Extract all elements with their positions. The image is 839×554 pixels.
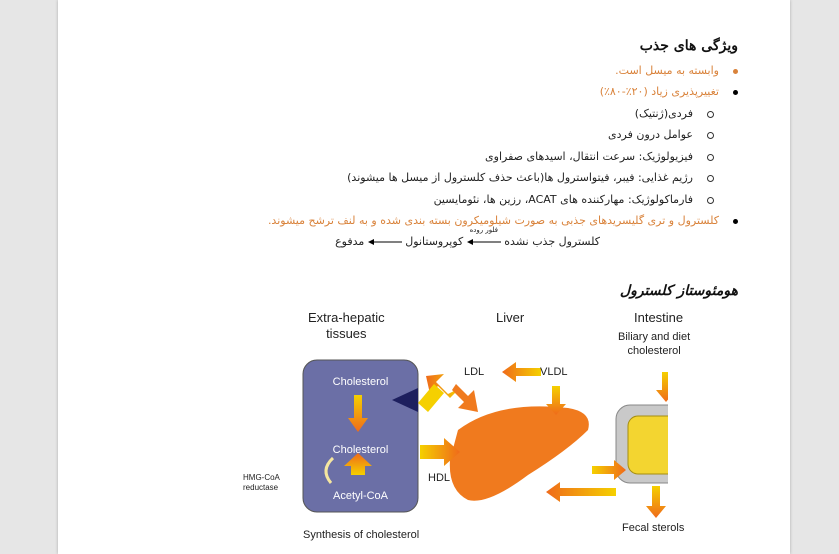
label-liver: Liver — [496, 310, 525, 325]
label-box-acetyl: Acetyl-CoA — [332, 490, 389, 502]
label-box-cholesterol-top: Cholesterol — [332, 376, 389, 388]
label-box-cholesterol-mid: Cholesterol — [332, 444, 389, 456]
label-synthesis: Synthesis of cholesterol — [303, 529, 420, 541]
sub-item-diet: رژیم غذایی: فیبر، فیتواسترول ها(باعث حذف کلسترول از میسل ها میشوند) — [347, 171, 714, 184]
bullet-micelle: وابسته به میسل است. — [615, 64, 738, 77]
left-arrow-icon — [368, 238, 402, 246]
sub-item-genetic: فردی(ژنتیک) — [635, 107, 714, 120]
arrow-ldl-head — [418, 384, 444, 412]
section-title-absorption: ویژگی های جذب — [639, 38, 738, 54]
sub-item-pharma: فارماکولوژیک: مهارکننده های ACAT، رزین ها، نئومایسین — [434, 193, 714, 206]
label-biliary: Biliary and diet cholesterol — [618, 331, 691, 357]
intestine-inner — [628, 416, 668, 474]
circle-bullet-icon — [707, 132, 714, 139]
label-intestine: Intestine — [634, 310, 684, 325]
flow-line: کلسترول جذب نشده فلور روده کوپروستانول مدفوع — [335, 226, 600, 248]
label-extra-hepatic: Extra-hepatic tissues — [308, 310, 385, 341]
label-vldl: VLDL — [540, 366, 568, 378]
arrow-intestine-liver — [546, 482, 616, 502]
cholesterol-homeostasis-diagram — [168, 300, 691, 554]
label-fecal: Fecal sterols — [622, 522, 685, 534]
circle-bullet-icon — [707, 175, 714, 182]
sub-item-intra: عوامل درون فردی — [608, 128, 714, 141]
flow-arrow-2 — [368, 235, 402, 248]
arrow-liver-in — [452, 384, 478, 412]
bullet-icon — [733, 69, 738, 74]
diagram-graphics — [168, 300, 668, 554]
section-title-homeostasis: هومئوستاز کلسترول — [619, 283, 738, 299]
bullet-variability: تغییرپذیری زیاد (۲۰٪-۸۰٪) — [600, 85, 738, 98]
arrow-fecal-down — [646, 486, 666, 518]
label-hmg-coa: HMG-CoA reductase — [243, 473, 280, 492]
document-page — [58, 0, 790, 554]
arrow-vldl — [502, 362, 541, 382]
left-arrow-icon — [467, 238, 501, 246]
circle-bullet-icon — [707, 154, 714, 161]
bullet-icon — [733, 219, 738, 224]
liver-shape — [450, 406, 589, 500]
label-ldl: LDL — [464, 366, 485, 378]
bullet-icon — [733, 90, 738, 95]
bullet-chylomicron: کلسترول و تری گلیسریدهای جذبی به صورت شیلومیکرون بسته بندی شده و به لنف ترشح میشوند. — [268, 214, 738, 227]
sub-item-physio: فیزیولوژیک: سرعت انتقال، اسیدهای صفراوی — [485, 150, 714, 163]
circle-bullet-icon — [707, 111, 714, 118]
flow-arrow-1: فلور روده — [467, 235, 501, 248]
label-hdl: HDL — [428, 472, 451, 484]
arrow-biliary-down — [656, 372, 668, 402]
circle-bullet-icon — [707, 197, 714, 204]
